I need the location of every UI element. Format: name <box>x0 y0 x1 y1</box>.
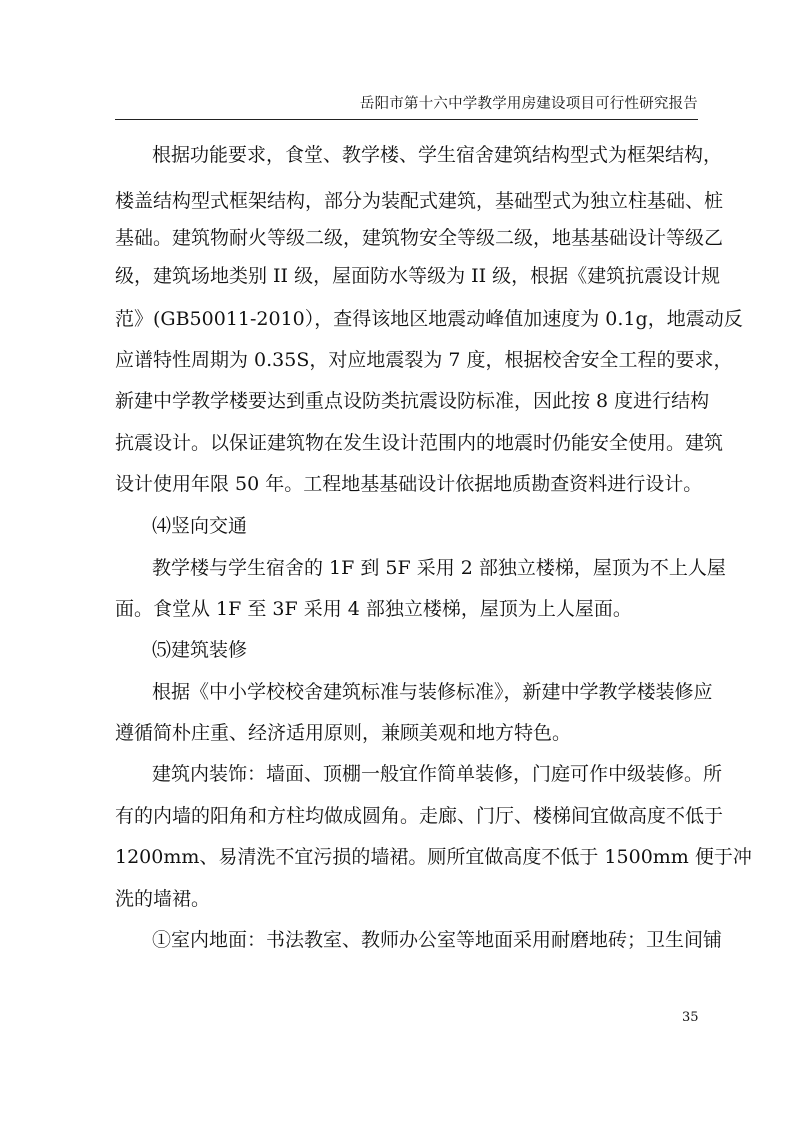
section-heading: ⑸建筑装修 <box>152 639 248 661</box>
header-rule <box>115 119 698 120</box>
header-title: 岳阳市第十六中学教学用房建设项目可行性研究报告 <box>359 96 698 112</box>
text-line: 遵循简朴庄重、经济适用原则，兼顾美观和地方特色。 <box>115 722 572 744</box>
text-line: 根据功能要求，食堂、教学楼、学生宿舍建筑结构型式为框架结构， <box>152 144 723 166</box>
text-line: 应谱特性周期为 0.35S，对应地震裂为 7 度，根据校舍安全工程的要求， <box>115 349 733 371</box>
text-line: 新建中学教学楼要达到重点设防类抗震设防标准，因此按 8 度进行结构 <box>115 390 710 412</box>
page-number: 35 <box>682 1010 699 1025</box>
text-line: 根据《中小学校校舍建筑标准与装修标准》，新建中学教学楼装修应 <box>152 681 713 703</box>
text-line: 抗震设计。以保证建筑物在发生设计范围内的地震时仍能安全使用。建筑 <box>115 432 724 454</box>
text-line: 设计使用年限 50 年。工程地基基础设计依据地质勘查资料进行设计。 <box>115 473 703 495</box>
text-line: 洗的墙裙。 <box>115 888 211 910</box>
text-line: 基础。建筑物耐火等级二级，建筑物安全等级二级，地基基础设计等级乙 <box>115 227 724 249</box>
text-line: 面。食堂从 1F 至 3F 采用 4 部独立楼梯，屋顶为上人屋面。 <box>115 598 632 620</box>
page-header <box>115 92 698 116</box>
text-line: 教学楼与学生宿舍的 1F 到 5F 采用 2 部独立楼梯，屋顶为不上人屋 <box>152 557 726 579</box>
text-line: 范》(GB50011-2010），查得该地区地震动峰值加速度为 0.1g，地震动反 <box>115 308 743 330</box>
text-line: 楼盖结构型式框架结构，部分为装配式建筑，基础型式为独立柱基础、桩 <box>115 190 724 212</box>
text-line: ①室内地面：书法教室、教师办公室等地面采用耐磨地砖；卫生间铺 <box>152 929 723 951</box>
section-heading: ⑷竖向交通 <box>152 515 248 537</box>
text-line: 建筑内装饰：墙面、顶棚一般宜作简单装修，门庭可作中级装修。所 <box>152 763 723 785</box>
text-line: 1200mm、易清洗不宜污损的墙裙。厕所宜做高度不低于 1500mm 便于冲 <box>115 846 752 868</box>
text-line: 有的内墙的阳角和方柱均做成圆角。走廊、门厅、楼梯间宜做高度不低于 <box>115 805 724 827</box>
text-line: 级，建筑场地类别 II 级，屋面防水等级为 II 级，根据《建筑抗震设计规 <box>115 265 721 287</box>
